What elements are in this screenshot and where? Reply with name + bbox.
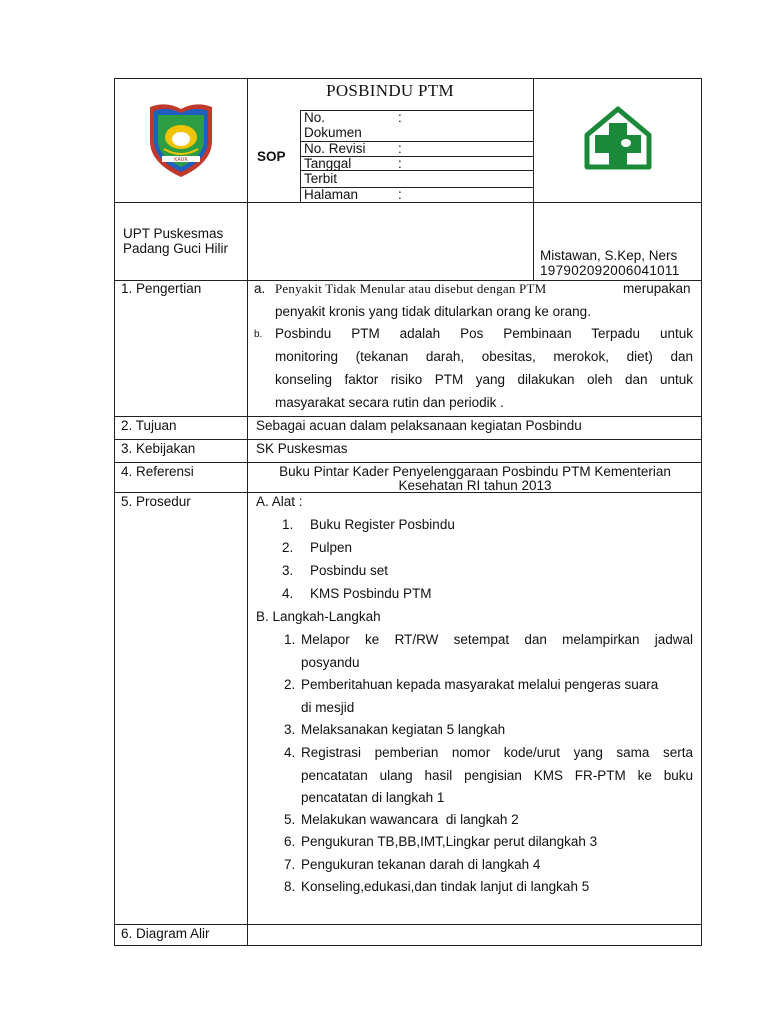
langkah-number: 1. — [284, 632, 296, 647]
langkah-line: Melakukan wawancara di langkah 2 — [301, 812, 519, 827]
divider — [300, 110, 533, 111]
langkah-number: 5. — [284, 812, 296, 827]
langkah-number: 3. — [284, 722, 296, 737]
sop-document — [114, 78, 702, 946]
section-label-pengertian: 1. Pengertian — [121, 281, 202, 296]
field-colon: : — [398, 156, 402, 171]
alat-number: 4. — [282, 586, 294, 601]
field-label-no-dokumen-2: Dokumen — [304, 125, 362, 140]
list-marker: a. — [254, 281, 266, 296]
alat-item: Posbindu set — [310, 563, 389, 578]
langkah-line: Melaksanakan kegiatan 5 langkah — [301, 722, 506, 737]
org-name-line-2: Padang Guci Hilir — [123, 241, 229, 256]
pengertian-b-line: konseling faktor risiko PTM yang dilakukan oleh dan untuk — [275, 372, 693, 387]
langkah-line: posyandu — [301, 655, 360, 670]
field-label-terbit: Terbit — [304, 171, 338, 186]
referensi-line: Kesehatan RI tahun 2013 — [398, 478, 552, 493]
section-label-prosedur: 5. Prosedur — [121, 494, 191, 509]
divider — [115, 462, 701, 463]
kebijakan-value: SK Puskesmas — [256, 441, 348, 456]
pengertian-b-line: masyarakat secara rutin dan periodik . — [275, 395, 504, 410]
signer-name: Mistawan, S.Kep, Ners — [540, 248, 678, 263]
divider — [115, 924, 701, 925]
langkah-line: pencatatan ulang hasil pengisian KMS FR-PTM ke buku — [301, 768, 693, 783]
field-colon: : — [398, 187, 402, 202]
field-colon: : — [398, 141, 402, 156]
divider — [533, 79, 534, 280]
divider — [115, 439, 701, 440]
pengertian-b-line: monitoring (tekanan darah, obesitas, merokok, diet) dan — [275, 349, 693, 364]
signer-nip: 197902092006041011 — [540, 263, 680, 278]
langkah-line: Registrasi pemberian nomor kode/urut yang sama serta — [301, 745, 693, 760]
section-label-diagram-alir: 6. Diagram Alir — [121, 926, 210, 941]
section-label-referensi: 4. Referensi — [121, 464, 194, 479]
langkah-line: Pengukuran TB,BB,IMT,Lingkar perut dilangkah 3 — [301, 834, 598, 849]
alat-number: 2. — [282, 540, 294, 555]
langkah-number: 4. — [284, 745, 296, 760]
langkah-line: Konseling,edukasi,dan tindak lanjut di langkah 5 — [301, 879, 590, 894]
org-name-line-1: UPT Puskesmas — [123, 226, 224, 241]
langkah-line: pencatatan di langkah 1 — [301, 790, 445, 805]
divider — [247, 202, 248, 280]
regency-emblem-icon — [146, 101, 216, 179]
langkah-number: 7. — [284, 857, 296, 872]
field-label-no-dokumen: No. — [304, 110, 326, 125]
field-colon: : — [398, 110, 402, 125]
langkah-line: Pengukuran tekanan darah di langkah 4 — [301, 857, 541, 872]
section-label-tujuan: 2. Tujuan — [121, 418, 177, 433]
document-title: POSBINDU PTM — [326, 81, 454, 100]
pengertian-a-lead: Penyakit Tidak Menular atau disebut dengan PTM — [275, 281, 547, 296]
alat-title: A. Alat : — [256, 494, 303, 509]
langkah-number: 6. — [284, 834, 296, 849]
list-marker: b. — [254, 329, 263, 340]
section-label-kebijakan: 3. Kebijakan — [121, 441, 196, 456]
pengertian-b-line: Posbindu PTM adalah Pos Pembinaan Terpadu untuk — [275, 326, 693, 341]
pengertian-a-rest: merupakan — [623, 281, 691, 296]
divider — [247, 79, 248, 202]
langkah-number: 2. — [284, 677, 296, 692]
alat-item: KMS Posbindu PTM — [310, 586, 432, 601]
alat-number: 3. — [282, 563, 294, 578]
sop-label: SOP — [257, 149, 286, 164]
puskesmas-logo-icon — [579, 105, 657, 175]
langkah-title: B. Langkah-Langkah — [256, 609, 381, 624]
divider — [300, 110, 301, 202]
referensi-line: Buku Pintar Kader Penyelenggaraan Posbindu PTM Kementerian — [279, 464, 671, 479]
alat-item: Pulpen — [310, 540, 353, 555]
tujuan-value: Sebagai acuan dalam pelaksanaan kegiatan Posbindu — [256, 418, 582, 433]
langkah-line: di mesjid — [301, 700, 355, 715]
field-label-tanggal: Tanggal — [304, 156, 352, 171]
divider — [247, 280, 248, 945]
alat-number: 1. — [282, 517, 294, 532]
field-label-no-revisi: No. Revisi — [304, 141, 366, 156]
alat-item: Buku Register Posbindu — [310, 517, 455, 532]
langkah-number: 8. — [284, 879, 296, 894]
pengertian-a-line-2: penyakit kronis yang tidak ditularkan orang ke orang. — [275, 304, 591, 319]
divider — [115, 202, 701, 203]
langkah-line: Pemberitahuan kepada masyarakat melalui pengeras suara — [301, 677, 659, 692]
divider — [115, 416, 701, 417]
langkah-line: Melapor ke RT/RW setempat dan melampirkan jadwal — [301, 632, 693, 647]
svg-text:KAUR: KAUR — [174, 157, 188, 163]
field-label-halaman: Halaman — [304, 187, 359, 202]
